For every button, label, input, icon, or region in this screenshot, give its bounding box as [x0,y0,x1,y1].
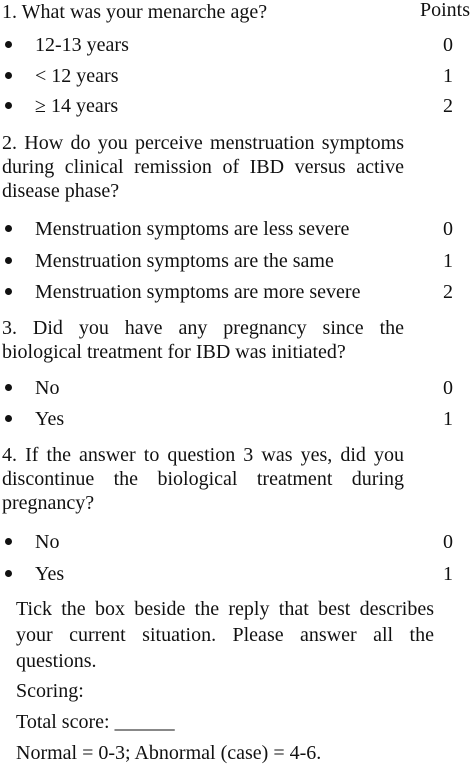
bullet-icon [3,33,13,57]
option-points: 1 [443,250,453,272]
question-2-text: 2. How do you perceive menstruation symptoms during clinical remission of IBD versus active disease phase? [2,132,404,202]
option-points: 0 [443,218,453,240]
option-points: 1 [443,65,453,87]
question-4-text: 4. If the answer to question 3 was yes, did you discontinue the biological treatment during pregnancy? [2,444,404,514]
option-label: < 12 years [35,65,119,87]
question-1-option-2[interactable] [0,64,474,88]
option-points: 2 [443,95,453,117]
option-label: No [35,377,60,399]
option-points: 0 [443,531,453,553]
question-3-option-2[interactable] [0,407,474,431]
option-label: 12-13 years [35,34,129,56]
option-label: No [35,531,60,553]
points-column-header: Points [419,0,470,21]
question-3-option-1[interactable] [0,376,474,400]
question-4-option-1[interactable] [0,530,474,554]
question-4-option-2[interactable] [0,562,474,586]
question-1-option-3[interactable] [0,94,474,118]
option-label: Menstruation symptoms are more severe [35,281,361,303]
question-1-text: 1. What was your menarche age? [2,1,268,23]
bullet-icon [3,217,13,241]
option-label: ≥ 14 years [35,95,119,117]
bullet-icon [3,530,13,554]
bullet-icon [3,64,13,88]
bullet-icon [3,249,13,273]
question-3-text: 3. Did you have any pregnancy since the biological treatment for IBD was initiated? [2,317,404,363]
option-label: Yes [35,563,65,585]
option-points: 0 [443,377,453,399]
bullet-icon [3,376,13,400]
option-label: Menstruation symptoms are less severe [35,218,350,240]
score-interpretation: Normal = 0-3; Abnormal (case) = 4-6. [16,742,322,764]
option-points: 1 [443,563,453,585]
instructions-text: Tick the box beside the reply that best describes your current situation. Please answer all the questions. [16,598,434,672]
option-label: Menstruation symptoms are the same [35,250,334,272]
bullet-icon [3,562,13,586]
bullet-icon [3,94,13,118]
question-1-option-1[interactable] [0,33,474,57]
scoring-label: Scoring: [16,680,84,702]
question-2-option-3[interactable] [0,280,474,304]
bullet-icon [3,407,13,431]
option-points: 1 [443,408,453,430]
question-2-option-2[interactable] [0,249,474,273]
total-score-line: Total score: ______ [16,711,175,733]
question-2-option-1[interactable] [0,217,474,241]
option-points: 2 [443,281,453,303]
bullet-icon [3,280,13,304]
option-points: 0 [443,34,453,56]
option-label: Yes [35,408,65,430]
